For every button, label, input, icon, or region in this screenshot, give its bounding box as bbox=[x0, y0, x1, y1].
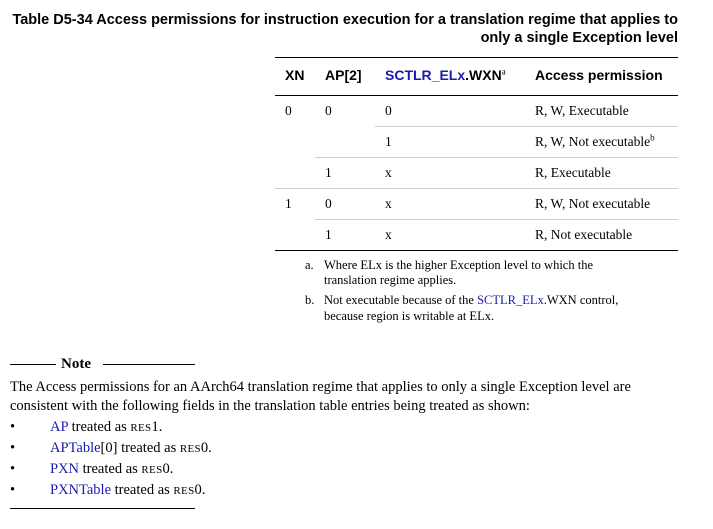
note-end-rule bbox=[10, 508, 195, 509]
footnote-text-line: Not executable because of the SCTLR_ELx.WXN control, bbox=[324, 293, 619, 307]
note-rule-left bbox=[10, 364, 56, 365]
row-divider bbox=[315, 219, 678, 220]
pxntable-link[interactable]: PXNTable bbox=[50, 482, 112, 498]
sctlr-elx-link[interactable]: SCTLR_ELx bbox=[477, 293, 544, 307]
caption-line-1: Table D5-34 Access permissions for instruction execution for a translation regime that applies to bbox=[12, 12, 678, 28]
bullet-icon: • bbox=[10, 440, 16, 456]
cell-ap2: 0 bbox=[325, 103, 332, 118]
cell-access: R, W, Executable bbox=[535, 103, 629, 118]
sctlr-elx-link[interactable]: SCTLR_ELx bbox=[385, 67, 466, 83]
cell-wxn: 0 bbox=[385, 103, 392, 118]
ap-link[interactable]: AP bbox=[50, 419, 68, 435]
list-item: AP treated as RES1. bbox=[50, 419, 163, 435]
cell-wxn: 1 bbox=[385, 134, 392, 149]
cell-ap2: 1 bbox=[325, 227, 332, 242]
cell-wxn: x bbox=[385, 165, 392, 180]
table-top-rule bbox=[275, 57, 678, 58]
list-item: PXN treated as RES0. bbox=[50, 461, 174, 477]
table-bottom-rule bbox=[275, 250, 678, 251]
cell-access: R, Executable bbox=[535, 165, 611, 180]
note-heading: Note bbox=[61, 356, 91, 372]
header-xn: XN bbox=[285, 67, 305, 83]
footnote-text-line: because region is writable at ELx. bbox=[324, 309, 495, 323]
cell-xn: 0 bbox=[285, 103, 292, 118]
cell-wxn: x bbox=[385, 227, 392, 242]
cell-ap2: 1 bbox=[325, 165, 332, 180]
cell-access: R, W, Not executable$^b$ bbox=[535, 132, 655, 149]
bullet-icon: • bbox=[10, 419, 16, 435]
footnote-ref-a[interactable]: a bbox=[501, 66, 506, 77]
row-divider bbox=[275, 188, 678, 189]
list-item: APTable[0] treated as RES0. bbox=[50, 440, 212, 456]
row-divider bbox=[375, 126, 678, 127]
table-caption bbox=[10, 11, 678, 47]
pxn-link[interactable]: PXN bbox=[50, 461, 80, 477]
cell-access: R, W, Not executable bbox=[535, 196, 651, 211]
row-divider bbox=[315, 157, 678, 158]
aptable-link[interactable]: APTable bbox=[50, 440, 101, 456]
footnote-label: b. bbox=[305, 293, 315, 307]
list-item: PXNTable treated as RES0. bbox=[50, 482, 206, 498]
cell-xn: 1 bbox=[285, 196, 292, 211]
header-wxn: SCTLR_ELx.WXN$^a$ bbox=[385, 66, 506, 83]
bullet-icon: • bbox=[10, 461, 16, 477]
header-ap2: AP[2] bbox=[325, 67, 362, 83]
header-access: Access permission bbox=[535, 67, 663, 83]
footnote-text-line: Where ELx is the higher Exception level to which the bbox=[324, 258, 594, 272]
cell-wxn: x bbox=[385, 196, 392, 211]
note-rule-right bbox=[103, 364, 195, 365]
footnote-text-line: translation regime applies. bbox=[324, 273, 457, 287]
cell-ap2: 0 bbox=[325, 196, 332, 211]
cell-access: R, Not executable bbox=[535, 227, 633, 242]
caption-line-2: only a single Exception level bbox=[480, 30, 678, 46]
footnote-ref-b[interactable]: b bbox=[650, 132, 655, 143]
footnote-label: a. bbox=[305, 258, 314, 272]
bullet-icon: • bbox=[10, 482, 16, 498]
header-rule bbox=[275, 95, 678, 96]
note-body: The Access permissions for an AArch64 translation regime that applies to only a single Exception level are consistent with the following fields in the translation table entries being treated as shown: bbox=[10, 379, 631, 414]
